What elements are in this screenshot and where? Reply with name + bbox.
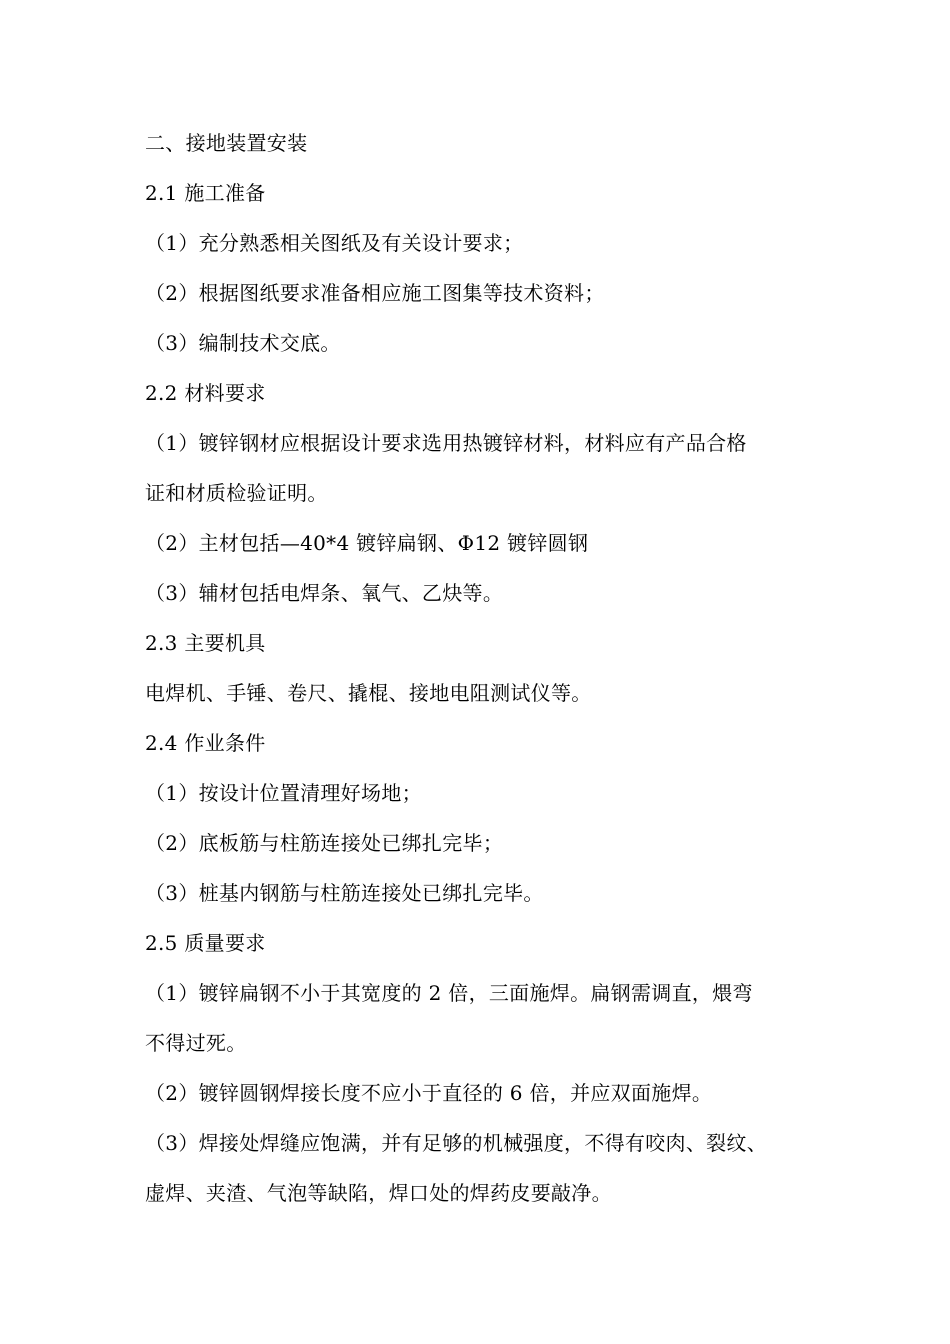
list-item: （3）焊接处焊缝应饱满，并有足够的机械强度，不得有咬肉、裂纹、 <box>145 1131 768 1155</box>
list-item: （1）镀锌扁钢不小于其宽度的 2 倍，三面施焊。扁钢需调直，煨弯 <box>145 981 753 1005</box>
list-item: （3）桩基内钢筋与柱筋连接处已绑扎完毕。 <box>145 881 544 905</box>
subsection-heading: 2.4 作业条件 <box>145 731 266 755</box>
list-item: （3）辅材包括电焊条、氧气、乙炔等。 <box>145 581 504 605</box>
list-item: （1）充分熟悉相关图纸及有关设计要求； <box>145 231 524 255</box>
list-item: （2）底板筋与柱筋连接处已绑扎完毕； <box>145 831 504 855</box>
list-item: （3）编制技术交底。 <box>145 331 341 355</box>
subsection-heading: 2.5 质量要求 <box>145 931 266 955</box>
list-item-continuation: 不得过死。 <box>145 1031 247 1055</box>
list-item: （2）主材包括—40*4 镀锌扁钢、Φ12 镀锌圆钢 <box>145 531 589 555</box>
list-item-continuation: 证和材质检验证明。 <box>145 481 328 505</box>
list-item-continuation: 虚焊、夹渣、气泡等缺陷，焊口处的焊药皮要敲净。 <box>145 1181 612 1205</box>
list-item: （2）镀锌圆钢焊接长度不应小于直径的 6 倍，并应双面施焊。 <box>145 1081 713 1105</box>
list-item: （1）按设计位置清理好场地； <box>145 781 422 805</box>
subsection-heading: 2.1 施工准备 <box>145 181 266 205</box>
list-item: （2）根据图纸要求准备相应施工图集等技术资料； <box>145 281 605 305</box>
section-heading: 二、接地装置安装 <box>145 131 308 155</box>
list-item: （1）镀锌钢材应根据设计要求选用热镀锌材料，材料应有产品合格 <box>145 431 747 455</box>
subsection-heading: 2.3 主要机具 <box>145 631 266 655</box>
document-body <box>145 118 815 1218</box>
subsection-heading: 2.2 材料要求 <box>145 381 266 405</box>
paragraph: 电焊机、手锤、卷尺、撬棍、接地电阻测试仪等。 <box>145 681 592 705</box>
